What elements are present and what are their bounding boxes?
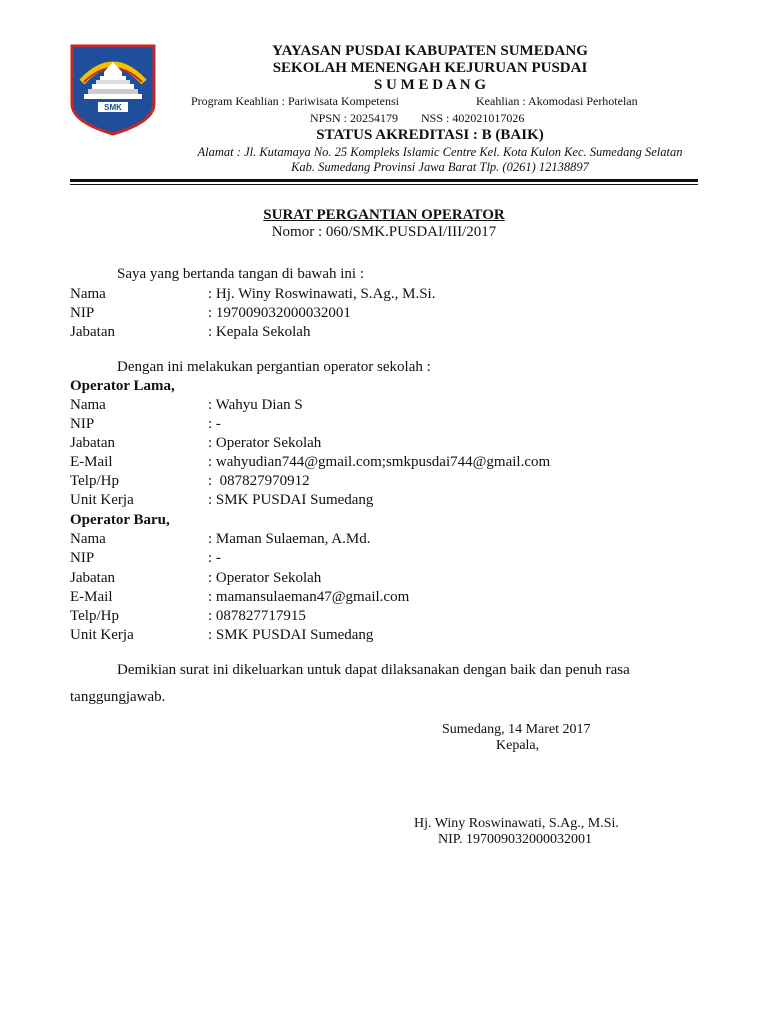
old-nip-value: : - — [208, 416, 221, 432]
letter-number: Nomor : 060/SMK.PUSDAI/III/2017 — [271, 224, 497, 240]
statement-text: Dengan ini melakukan pergantian operator sekolah : — [117, 359, 431, 375]
closing-line-2: tanggungjawab. — [70, 689, 166, 705]
old-unit-value: : SMK PUSDAI Sumedang — [208, 492, 374, 508]
new-nip-label: NIP — [70, 550, 95, 566]
old-name-label: Nama — [70, 397, 106, 413]
program-line: Program Keahlian : Pariwisata Kompetensi — [191, 94, 399, 108]
closing-line-1: Demikian surat ini dikeluarkan untuk dapat dilaksanakan dengan baik dan penuh rasa — [117, 662, 630, 678]
new-phone-value: : 087827717915 — [208, 608, 306, 624]
signer-position-value: : Kepala Sekolah — [208, 324, 311, 340]
new-position-label: Jabatan — [70, 570, 115, 586]
signer-nip-label: NIP — [70, 305, 95, 321]
new-unit-label: Unit Kerja — [70, 627, 134, 643]
place-date: Sumedang, 14 Maret 2017 — [442, 722, 591, 737]
new-position-value: : Operator Sekolah — [208, 570, 322, 586]
new-email-label: E-Mail — [70, 589, 113, 605]
signer-printed-nip: NIP. 197009032000032001 — [438, 832, 593, 847]
header-rule-thick — [70, 179, 698, 182]
old-unit-label: Unit Kerja — [70, 492, 134, 508]
new-email-value: : mamansulaeman47@gmail.com — [208, 589, 410, 605]
new-operator-heading: Operator Baru, — [70, 512, 170, 528]
address-line-2: Kab. Sumedang Provinsi Jawa Barat Tlp. (0261) 12138897 — [291, 160, 589, 174]
new-phone-label: Telp/Hp — [70, 608, 119, 624]
old-email-label: E-Mail — [70, 454, 113, 470]
old-phone-label: Telp/Hp — [70, 473, 119, 489]
old-operator-heading: Operator Lama, — [70, 378, 175, 394]
npsn-line: NPSN : 20254179 — [310, 111, 399, 125]
old-position-label: Jabatan — [70, 435, 115, 451]
new-nip-value: : - — [208, 550, 221, 566]
school-city: S U M E D A N G — [373, 77, 487, 93]
logo-label: SMK — [104, 103, 122, 112]
signer-printed-name: Hj. Winy Roswinawati, S.Ag., M.Si. — [414, 816, 619, 831]
old-name-value: : Wahyu Dian S — [208, 397, 303, 413]
school-name: SEKOLAH MENENGAH KEJURUAN PUSDAI — [272, 60, 588, 76]
old-nip-label: NIP — [70, 416, 95, 432]
signer-name-label: Nama — [70, 286, 106, 302]
intro-text: Saya yang bertanda tangan di bawah ini : — [117, 266, 365, 282]
nss-line: NSS : 402021017026 — [421, 111, 525, 125]
signer-position-label: Jabatan — [70, 324, 115, 340]
old-position-value: : Operator Sekolah — [208, 435, 322, 451]
expertise-line: Keahlian : Akomodasi Perhotelan — [476, 94, 638, 108]
foundation-name: YAYASAN PUSDAI KABUPATEN SUMEDANG — [272, 43, 588, 59]
letter-title: SURAT PERGANTIAN OPERATOR — [263, 207, 505, 223]
old-phone-value: : 087827970912 — [208, 473, 310, 489]
accreditation-status: STATUS AKREDITASI : B (BAIK) — [316, 127, 544, 143]
new-unit-value: : SMK PUSDAI Sumedang — [208, 627, 374, 643]
header-rule-thin — [70, 184, 698, 185]
new-name-value: : Maman Sulaeman, A.Md. — [208, 531, 371, 547]
signer-title: Kepala, — [496, 738, 540, 753]
old-email-value: : wahyudian744@gmail.com;smkpusdai744@gmail.com — [208, 454, 551, 470]
signer-nip-value: : 197009032000032001 — [208, 305, 351, 321]
signer-name-value: : Hj. Winy Roswinawati, S.Ag., M.Si. — [208, 286, 436, 302]
address-line-1: Alamat : Jl. Kutamaya No. 25 Kompleks Islamic Centre Kel. Kota Kulon Kec. Sumedang Selatan — [197, 145, 683, 159]
new-name-label: Nama — [70, 531, 106, 547]
